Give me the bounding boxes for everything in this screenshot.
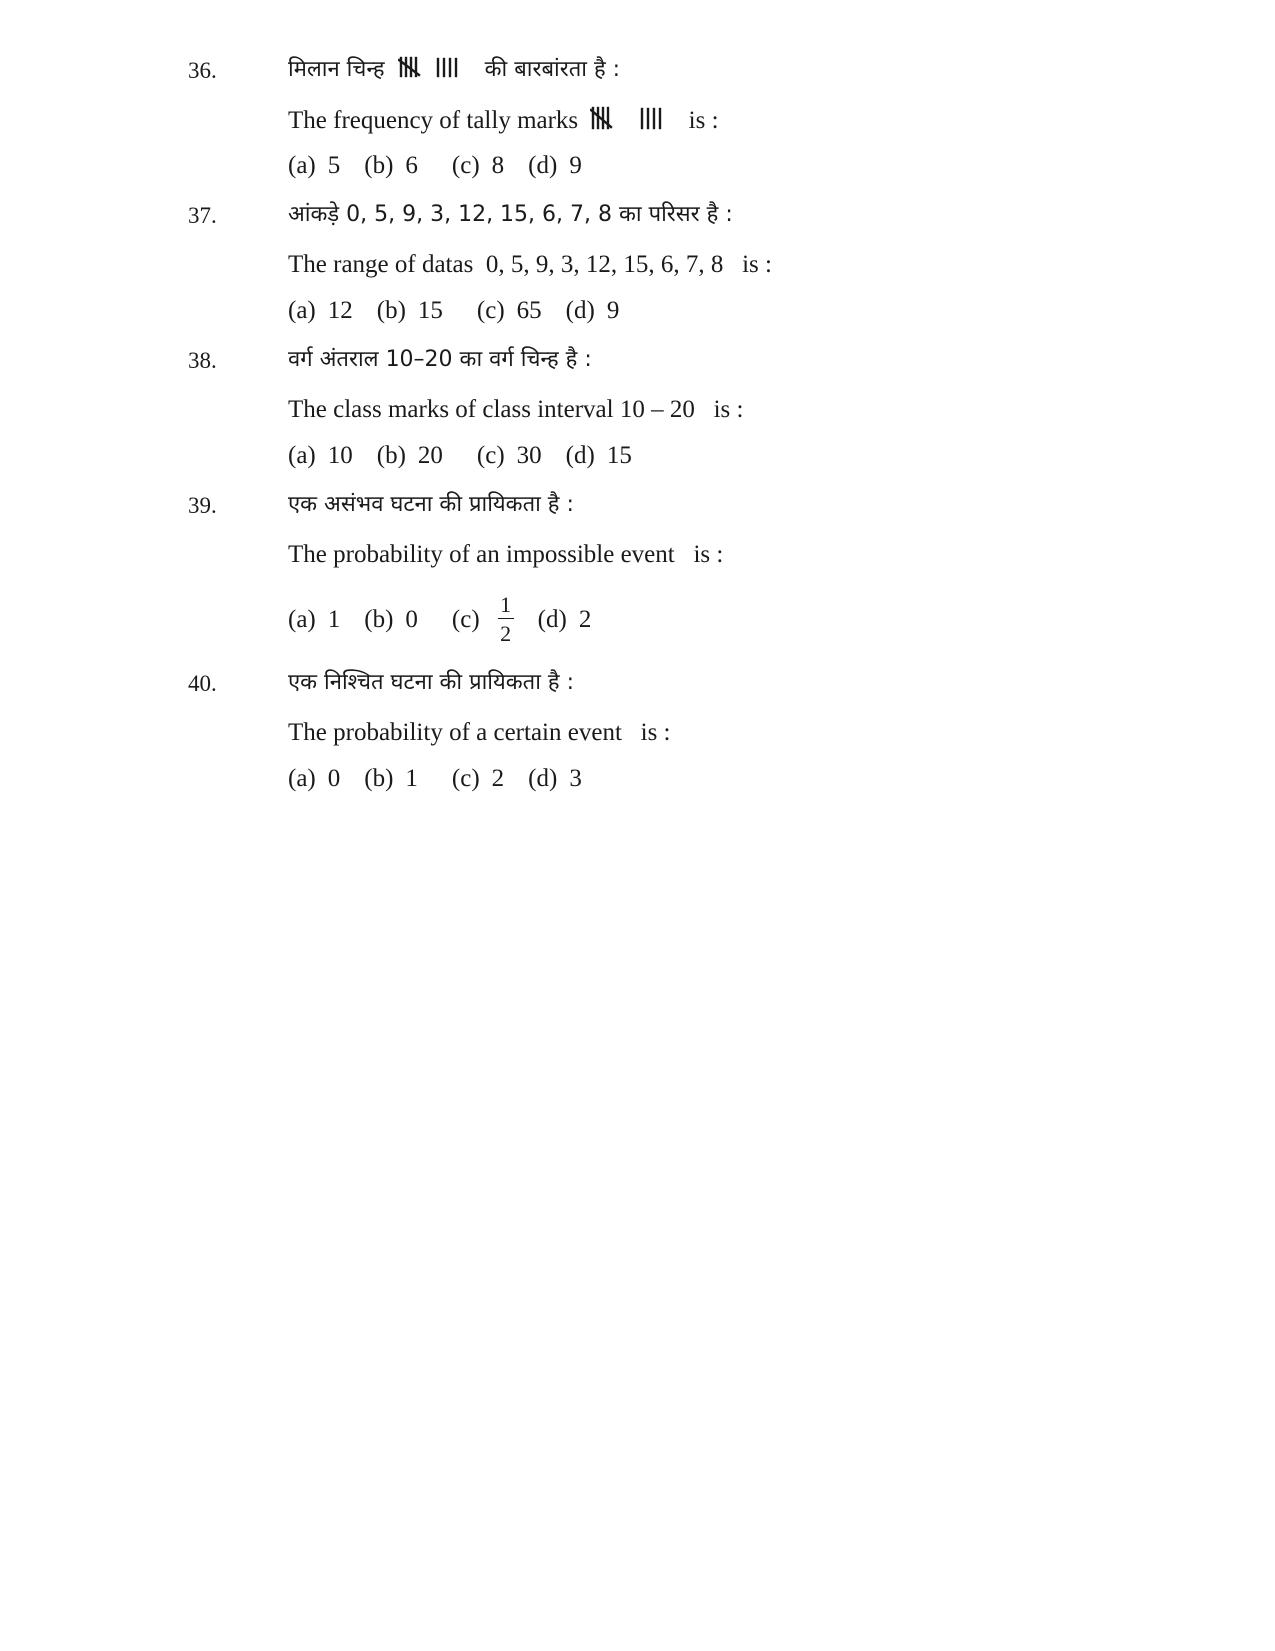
option-label: (c) xyxy=(476,442,505,469)
option-value: 0 xyxy=(327,765,341,792)
option-a[interactable] xyxy=(288,441,353,471)
option-value: 12 xyxy=(327,297,353,324)
option-value: 3 xyxy=(569,765,582,792)
hindi-text-after: की बारबांरता है : xyxy=(484,57,621,82)
option-label: (a) xyxy=(288,605,316,633)
option-value: 20 xyxy=(417,442,443,469)
option-label: (a) xyxy=(288,297,316,324)
option-label: (b) xyxy=(376,442,406,469)
option-value: 9 xyxy=(569,152,582,179)
question-text-english: The class marks of class interval 10 – 20 is : xyxy=(288,396,744,423)
option-a[interactable] xyxy=(288,605,340,635)
option-value: 10 xyxy=(327,442,353,469)
option-label: (c) xyxy=(451,605,480,633)
option-label: (d) xyxy=(565,442,595,469)
question-number: 38. xyxy=(188,348,217,373)
fraction-denominator: 2 xyxy=(500,621,512,646)
options-row xyxy=(288,151,606,181)
english-text-before: The frequency of tally marks xyxy=(288,107,579,134)
options-row xyxy=(288,594,615,645)
option-d[interactable] xyxy=(528,764,582,794)
question-text-hindi: एक असंभव घटना की प्रायिकता है : xyxy=(288,492,574,517)
option-label: (a) xyxy=(288,765,316,792)
option-value: 8 xyxy=(491,152,505,179)
option-label: (a) xyxy=(288,152,316,179)
option-value: 0 xyxy=(405,605,418,633)
question-text-hindi: एक निश्चित घटना की प्रायिकता है : xyxy=(288,670,574,695)
option-label: (b) xyxy=(376,297,406,324)
question-number: 39. xyxy=(188,493,217,518)
option-value: 65 xyxy=(516,297,542,324)
option-b[interactable] xyxy=(364,764,418,794)
option-label: (c) xyxy=(451,765,480,792)
question-number: 37. xyxy=(188,203,217,228)
option-label: (b) xyxy=(364,152,394,179)
option-d[interactable] xyxy=(566,441,632,471)
option-b[interactable] xyxy=(364,605,418,635)
option-c[interactable] xyxy=(452,151,504,181)
tally-marks-icon xyxy=(590,105,676,131)
option-a[interactable] xyxy=(288,151,340,181)
question-text-hindi: वर्ग अंतराल 10–20 का वर्ग चिन्ह है : xyxy=(288,347,592,372)
question-number: 40. xyxy=(188,671,217,696)
option-b[interactable] xyxy=(377,296,443,326)
option-label: (b) xyxy=(364,765,394,792)
option-label: (d) xyxy=(528,152,558,179)
option-a[interactable] xyxy=(288,764,340,794)
option-value: 5 xyxy=(327,152,341,179)
options-row xyxy=(288,764,606,794)
option-b[interactable] xyxy=(364,151,418,181)
option-label: (c) xyxy=(451,152,480,179)
option-c[interactable] xyxy=(477,441,542,471)
fraction xyxy=(498,594,514,645)
option-value: 15 xyxy=(417,297,443,324)
options-row xyxy=(288,296,643,326)
option-label: (b) xyxy=(364,605,394,633)
question-text-hindi: आंकड़े 0, 5, 9, 3, 12, 15, 6, 7, 8 का परिसर है : xyxy=(288,202,733,227)
option-value: 1 xyxy=(327,605,341,633)
option-value: 6 xyxy=(405,152,418,179)
option-a[interactable] xyxy=(288,296,353,326)
option-value: 2 xyxy=(578,605,592,633)
option-value: 15 xyxy=(606,442,632,469)
question-text-hindi xyxy=(288,55,620,85)
option-d[interactable] xyxy=(528,151,582,181)
question-text-english: The range of datas 0, 5, 9, 3, 12, 15, 6, 7, 8 is : xyxy=(288,251,772,278)
options-row xyxy=(288,441,656,471)
option-value: 9 xyxy=(606,297,620,324)
question-text-english: The probability of a certain event is : xyxy=(288,719,671,746)
fraction-numerator: 1 xyxy=(500,592,512,617)
option-label: (d) xyxy=(565,297,595,324)
option-c[interactable] xyxy=(452,764,504,794)
question-number: 36. xyxy=(188,58,217,83)
option-label: (c) xyxy=(476,297,505,324)
option-d[interactable] xyxy=(538,605,592,635)
option-label: (d) xyxy=(528,765,558,792)
option-label: (d) xyxy=(537,605,567,633)
tally-marks-icon xyxy=(398,55,472,79)
option-value: 2 xyxy=(491,765,505,792)
option-c[interactable] xyxy=(477,296,542,326)
option-c[interactable] xyxy=(452,594,514,645)
english-text-after: is : xyxy=(688,107,719,134)
option-label: (a) xyxy=(288,442,316,469)
hindi-text-before: मिलान चिन्ह xyxy=(288,57,385,82)
option-value: 1 xyxy=(405,765,418,792)
question-text-english: The probability of an impossible event is : xyxy=(288,541,724,568)
option-b[interactable] xyxy=(377,441,443,471)
question-text-english xyxy=(288,105,719,136)
option-value: 30 xyxy=(516,442,542,469)
option-d[interactable] xyxy=(566,296,620,326)
